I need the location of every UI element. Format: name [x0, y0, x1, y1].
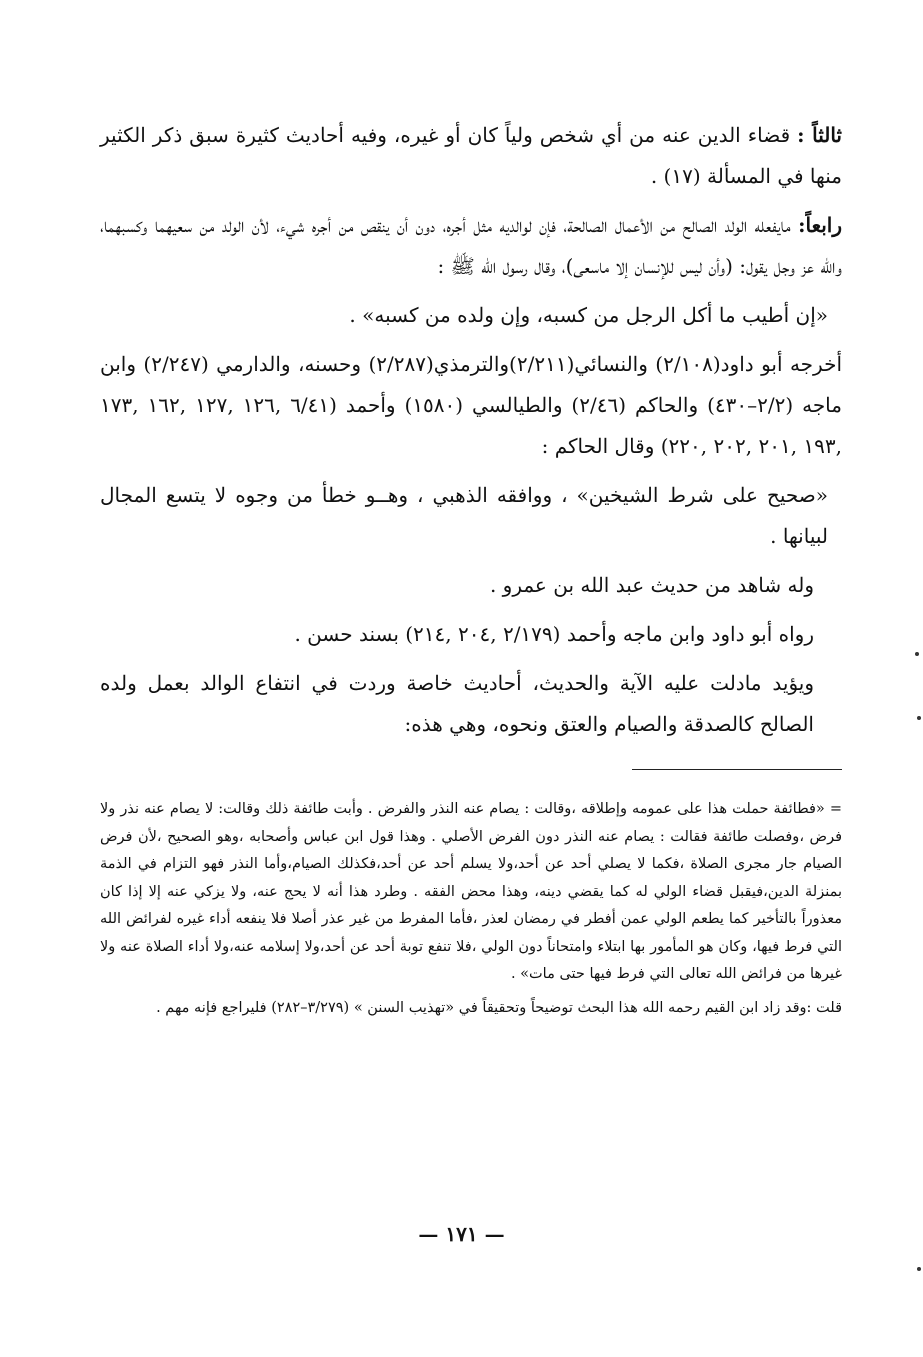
paragraph-fourth [100, 205, 842, 287]
margin-mark [917, 716, 921, 720]
support-paragraph: ويؤيد مادلت عليه الآية والحديث، أحاديث خاصة وردت في انتفاع الوالد بعمل ولده الصالح كالصدقة والصيام والعتق ونحوه، وهي هذه: [100, 671, 814, 736]
footnote-text: = «فطائفة حملت هذا على عمومه وإطلاقه ،وقالت : يصام عنه النذر والفرض . وأبت طائفة ذلك وقالت: لا يصام عنه نذر ولا فرض ،وفصلت طائفة فقالت : يصام عنه النذر دون الفرض الأصلي . وهذا قول ابن عباس وأصحابه ،وهو الصحيح ،لأن فرض الصيام جار مجرى الصلاة ،فكما لا يصلي أحد عن أحد،ولا يسلم أحد عن أحد،فكذلك الصيام،وأما النذر فهو التزام في الذمة بمنزلة الدين،فيقبل قضاء الولي له كما يقضي دينه، وهذا محض الفقه . وطرد هذا أنه لا يحج عنه، ولا يزكي عنه إلا إذا كان معذوراً بالتأخير كما يطعم الولي عمن أفطر في رمضان لعذر ،فأما المفرط من غير عذر أصلا فلا ينفعه أداء غيره لفرائض الله التي فرط فيها، وكان هو المأمور بها ابتلاء وامتحاناً دون الولي ،فلا تنفع توبة أحد عن أحد،ولا إسلامه عنه،ولا أداء الصلاة عنه ولا غيرها من فرائض الله تعالى التي فرط فيها حتى مات» . [100, 801, 842, 982]
hakim-quote: «صحيح على شرط الشيخين» ، ووافقه الذهبي ، وهــو خطأ من وجوه لا يتسع المجال لبيانها . [100, 483, 828, 548]
margin-mark [915, 652, 919, 656]
paragraph-lead: رابعاً: [798, 213, 842, 237]
paragraph-text: قضاء الدين عنه من أي شخص ولياً كان أو غيره، وفيه أحاديث كثيرة سبق ذكر الكثير منها في المسألة (١٧) . [100, 123, 842, 188]
paragraph-text: مايفعله الولد الصالح من الأعمال الصالحة، فإن لوالديه مثل أجره، دون أن ينقص من أجره شيء، لأن الولد من سعيهما وكسبهما، والله عز وجل يقول: (وأن ليس للإنسان إلا ماسعى)، وقال رسول الله ﷺ : [100, 213, 842, 278]
paragraph-lead: ثالثاً : [797, 123, 842, 147]
page-number: — ١٧١ — [418, 1222, 505, 1246]
footnote-continuation [100, 796, 842, 989]
narration-paragraph: رواه أبو داود وابن ماجه وأحمد (٢/١٧٩ ,٢٠٤ ,٢١٤) بسند حسن . [294, 622, 814, 646]
footnote-comment [100, 995, 842, 1023]
witness-paragraph: وله شاهد من حديث عبد الله بن عمرو . [489, 573, 814, 597]
takhrij-paragraph: أخرجه أبو داود(٢/١٠٨) والنسائي(٢/٢١١)والترمذي(٢/٢٨٧) وحسنه، والدارمي (٢/٢٤٧) وابن ماجه (٢/٢–٤٣٠) والحاكم (٢/٤٦) والطيالسي (١٥٨٠) وأحمد (٦/٤١ ,١٢٦ ,١٢٧ ,١٦٢ ,١٧٣ ,١٩٣ ,٢٠١ ,٢٠٢ ,٢٢٠) وقال الحاكم : [100, 352, 842, 458]
margin-mark [917, 1267, 921, 1271]
footnote-text: قلت :وقد زاد ابن القيم رحمه الله هذا البحث توضيحاً وتحقيقاً في «تهذيب السنن » (٣/٢٧٩–٢٨٢) فليراجع فإنه مهم . [156, 999, 842, 1016]
page-body [100, 115, 842, 1028]
footnote-divider [632, 769, 842, 770]
paragraph-third [100, 115, 842, 197]
hadith-quote: «إن أطيب ما أكل الرجل من كسبه، وإن ولده من كسبه» . [349, 303, 828, 327]
